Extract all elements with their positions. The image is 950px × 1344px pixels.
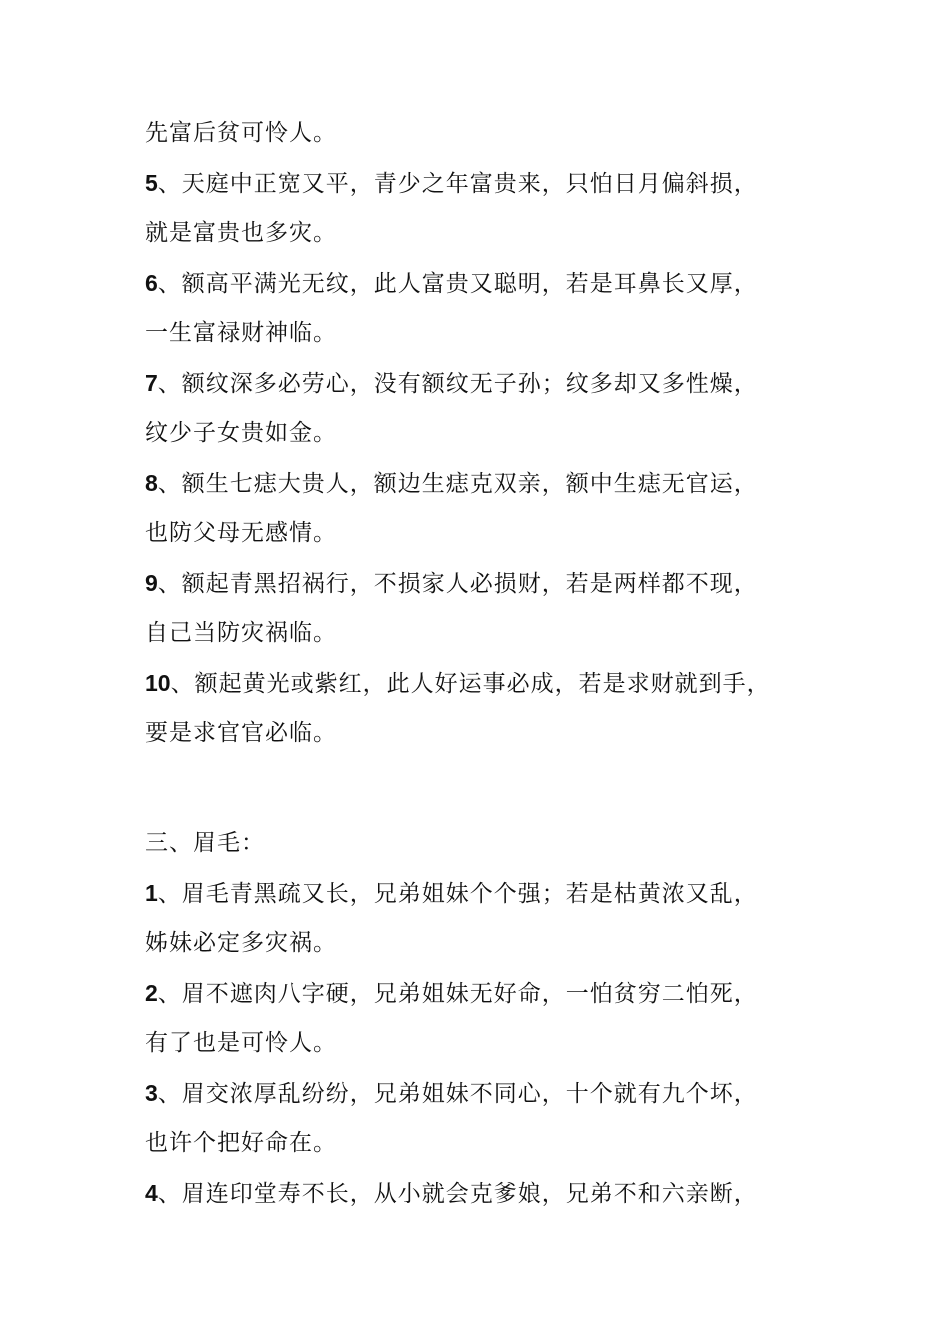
item-text: 、额生七痣大贵人，额边生痣克双亲，额中生痣无官运， — [157, 471, 758, 497]
list-item-9-line-1 — [145, 568, 758, 599]
item-text: 、额起黄光或紫红，此人好运事必成，若是求财就到手， — [170, 671, 771, 697]
item-number: 5 — [145, 170, 158, 196]
list-item-8-line-1 — [145, 468, 758, 499]
item-number: 3 — [145, 1080, 158, 1106]
item-number: 1 — [145, 880, 158, 906]
list-item-6-line-2: 一生富禄财神临。 — [145, 320, 337, 346]
item-text: 、眉交浓厚乱纷纷，兄弟姐妹不同心，十个就有九个坏， — [157, 1081, 758, 1107]
list-item-7-line-2: 纹少子女贵如金。 — [145, 420, 337, 446]
item-text: 、眉连印堂寿不长，从小就会克爹娘，兄弟不和六亲断， — [157, 1181, 758, 1207]
item-number: 4 — [145, 1180, 158, 1206]
list-item-9-line-2: 自己当防灾祸临。 — [145, 620, 337, 646]
list-item-8-line-2: 也防父母无感情。 — [145, 520, 337, 546]
item-text: 、天庭中正宽又平，青少之年富贵来，只怕日月偏斜损， — [157, 171, 758, 197]
list-item-7-line-1 — [145, 368, 758, 399]
item-text: 、额起青黑招祸行，不损家人必损财，若是两样都不现， — [157, 571, 758, 597]
list-item-1-line-2: 姊妹必定多灾祸。 — [145, 930, 337, 956]
section-heading: 三、眉毛： — [145, 830, 265, 856]
item-text: 、眉毛青黑疏又长，兄弟姐妹个个强；若是枯黄浓又乱， — [157, 881, 758, 907]
list-item-1-line-1 — [145, 878, 758, 909]
list-item-3-line-2: 也许个把好命在。 — [145, 1130, 337, 1156]
list-item-5-line-1 — [145, 168, 758, 199]
item-number: 9 — [145, 570, 158, 596]
list-item-2-line-1 — [145, 978, 758, 1009]
list-item-10-line-1 — [145, 668, 771, 699]
list-item-4-line-1 — [145, 1178, 758, 1209]
list-item-10-line-2: 要是求官官必临。 — [145, 720, 337, 746]
item-text: 、眉不遮肉八字硬，兄弟姐妹无好命，一怕贫穷二怕死， — [157, 981, 758, 1007]
item-number: 8 — [145, 470, 158, 496]
item-number: 10 — [145, 670, 171, 696]
list-item-5-line-2: 就是富贵也多灾。 — [145, 220, 337, 246]
list-item-6-line-1 — [145, 268, 758, 299]
list-item-2-line-2: 有了也是可怜人。 — [145, 1030, 337, 1056]
item-text: 、额高平满光无纹，此人富贵又聪明，若是耳鼻长又厚， — [157, 271, 758, 297]
item-number: 2 — [145, 980, 158, 1006]
paragraph-line: 先富后贫可怜人。 — [145, 120, 337, 146]
item-number: 7 — [145, 370, 158, 396]
item-text: 、额纹深多必劳心，没有额纹无子孙；纹多却又多性燥， — [157, 371, 758, 397]
item-number: 6 — [145, 270, 158, 296]
list-item-3-line-1 — [145, 1078, 758, 1109]
